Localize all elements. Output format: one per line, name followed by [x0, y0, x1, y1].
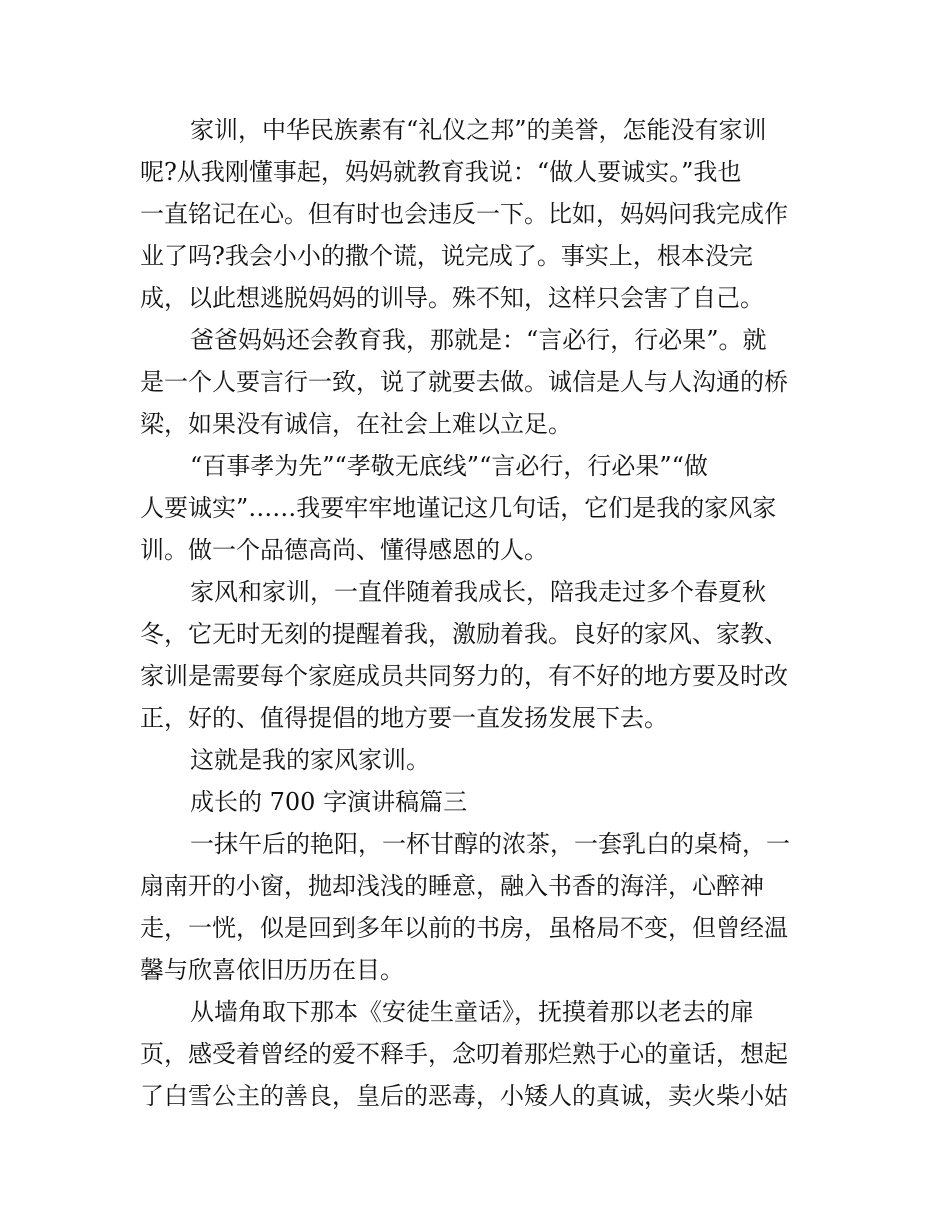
text-line: 人要诚实”……我要牢牢地谨记这几句话，它们是我的家风家 — [140, 494, 777, 522]
text-line: 家风和家训，一直伴随着我成长，陪我走过多个春夏秋 — [190, 578, 766, 606]
text-line: 一抹午后的艳阳，一杯甘醇的浓茶，一套乳白的桌椅，一 — [190, 830, 790, 858]
text-line: 冬，它无时无刻的提醒着我，激励着我。良好的家风、家教、 — [140, 620, 788, 648]
text-line: 扇南开的小窗，抛却浅浅的睡意，融入书香的海洋，心醉神 — [140, 872, 764, 900]
text-line: 页，感受着曾经的爱不释手，念叨着那烂熟于心的童话，想起 — [140, 1040, 788, 1068]
text-line: 正，好的、值得提倡的地方要一直发扬发展下去。 — [140, 704, 668, 732]
text-line: 呢?从我刚懂事起，妈妈就教育我说：“做人要诚实。”我也 — [140, 158, 742, 186]
text-line: 一直铭记在心。但有时也会违反一下。比如，妈妈问我完成作 — [140, 200, 788, 228]
text-line: 从墙角取下那本《安徒生童话》，抚摸着那以老去的扉 — [190, 998, 754, 1026]
text-line: 家训是需要每个家庭成员共同努力的，有不好的地方要及时改 — [140, 662, 788, 690]
text-line: 这就是我的家风家训。 — [190, 746, 430, 774]
section-heading: 成长的 700 字演讲稿篇三 — [190, 788, 468, 816]
text-line: 走，一恍，似是回到多年以前的书房，虽格局不变，但曾经温 — [140, 914, 788, 942]
text-line: 训。做一个品德高尚、懂得感恩的人。 — [140, 536, 548, 564]
text-line: 爸爸妈妈还会教育我，那就是：“言必行，行必果”。就 — [190, 326, 767, 354]
text-line: 是一个人要言行一致，说了就要去做。诚信是人与人沟通的桥 — [140, 368, 788, 396]
text-line: 业了吗?我会小小的撒个谎，说完成了。事实上，根本没完 — [140, 242, 753, 270]
text-line: 馨与欣喜依旧历历在目。 — [140, 956, 404, 984]
text-line: 梁，如果没有诚信，在社会上难以立足。 — [140, 410, 572, 438]
text-line: 家训，中华民族素有“礼仪之邦”的美誉，怎能没有家训 — [190, 116, 767, 144]
text-line: 了白雪公主的善良，皇后的恶毒，小矮人的真诚，卖火柴小姑 — [140, 1082, 788, 1110]
text-line: 成，以此想逃脱妈妈的训导。殊不知，这样只会害了自己。 — [140, 284, 764, 312]
text-line: “百事孝为先”“孝敬无底线”“言必行，行必果”“做 — [190, 452, 708, 480]
